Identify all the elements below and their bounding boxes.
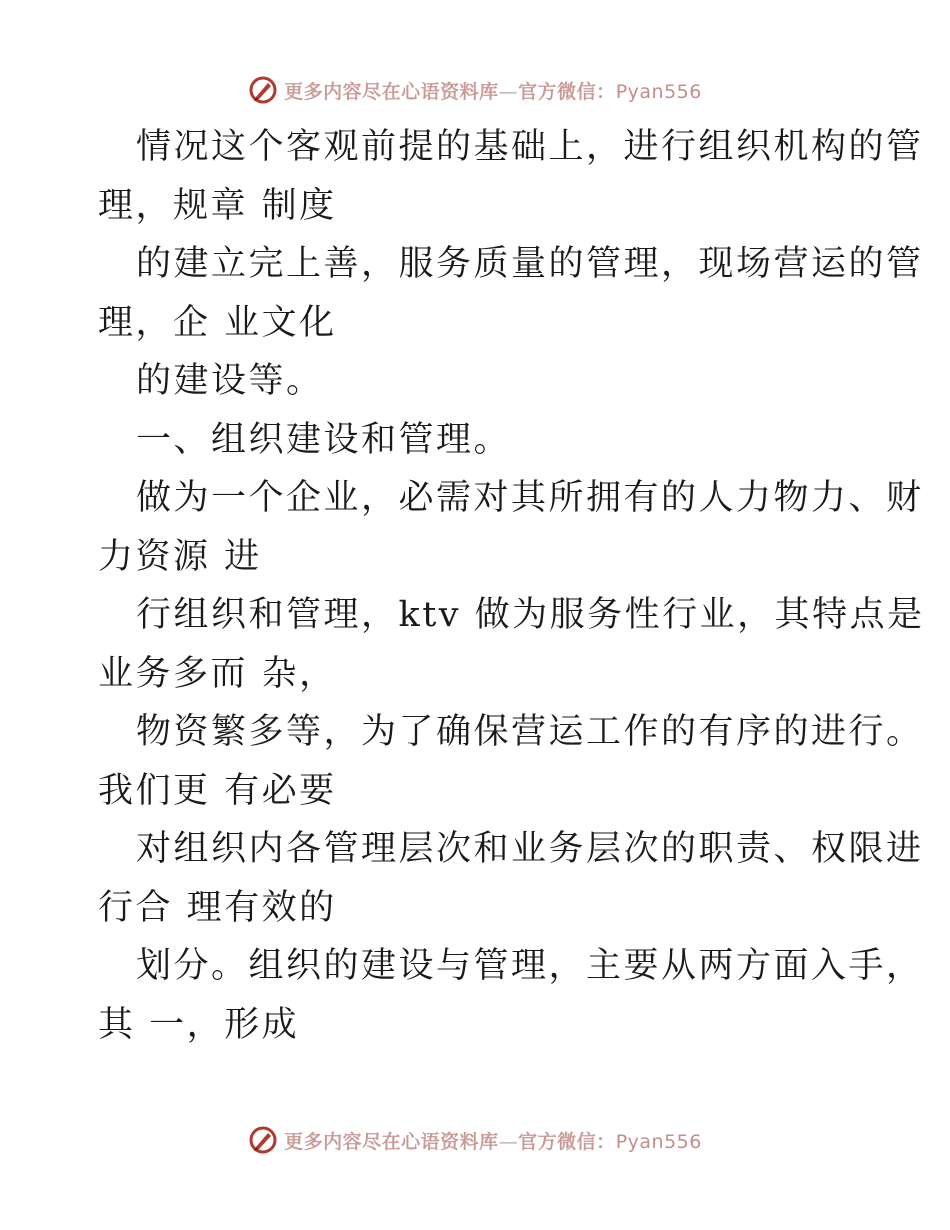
paragraph	[98, 937, 924, 1054]
header-banner	[0, 70, 950, 110]
paragraph	[98, 352, 858, 411]
paragraph-line: 业务多而 杂，	[98, 653, 337, 694]
pen-logo-icon	[248, 75, 278, 105]
paragraph-line: 情况这个客观前提的基础上，进行组织机构的管	[136, 127, 924, 167]
footer-brand: 更多内容尽在心语资料库	[284, 1130, 499, 1153]
paragraph-line: 我们更 有必要	[98, 770, 337, 811]
paragraph-line: 行合 理有效的	[98, 887, 337, 928]
paragraph-line: 物资繁多等，为了确保营运工作的有序的进行。	[136, 712, 924, 752]
header-dash: —	[498, 80, 519, 103]
paragraph-line: 的建设等。	[136, 361, 324, 401]
section-heading: 一、组织建设和管理。	[136, 419, 512, 460]
paragraph-line: 做为一个企业，必需对其所拥有的人力物力、财	[136, 478, 924, 518]
paragraph-line: 划分。组织的建设与管理，主要从两方面入手，	[136, 946, 924, 986]
footer-wechat-id: Pyan556	[615, 1130, 702, 1153]
paragraph-line: 对组织内各管理层次和业务层次的职责、权限进	[136, 829, 924, 869]
paragraph-line: 理，企 业文化	[98, 302, 337, 343]
document-body	[98, 118, 925, 1054]
footer-banner	[0, 1120, 950, 1160]
header-wechat-label: 官方微信：	[518, 80, 616, 103]
paragraph	[98, 235, 924, 352]
paragraph-line: 理，规章 制度	[98, 185, 337, 226]
paragraph	[98, 586, 925, 703]
footer-banner-text	[284, 1127, 702, 1154]
header-brand: 更多内容尽在心语资料库	[284, 80, 499, 103]
paragraph-line: 其 一，形成	[98, 1004, 300, 1045]
header-banner-text	[284, 77, 702, 104]
paragraph	[98, 820, 924, 937]
paragraph	[98, 411, 858, 470]
paragraph	[98, 703, 924, 820]
header-wechat-id: Pyan556	[615, 80, 702, 103]
paragraph	[98, 469, 924, 586]
paragraph-line: 力资源 进	[98, 536, 262, 577]
footer-dash: —	[498, 1130, 519, 1153]
paragraph	[98, 118, 924, 235]
footer-wechat-label: 官方微信：	[518, 1130, 616, 1153]
paragraph-line: 的建立完上善，服务质量的管理，现场营运的管	[136, 244, 924, 284]
pen-logo-icon	[248, 1125, 278, 1155]
paragraph-line: 行组织和管理，ktv 做为服务性行业，其特点是	[136, 595, 925, 635]
